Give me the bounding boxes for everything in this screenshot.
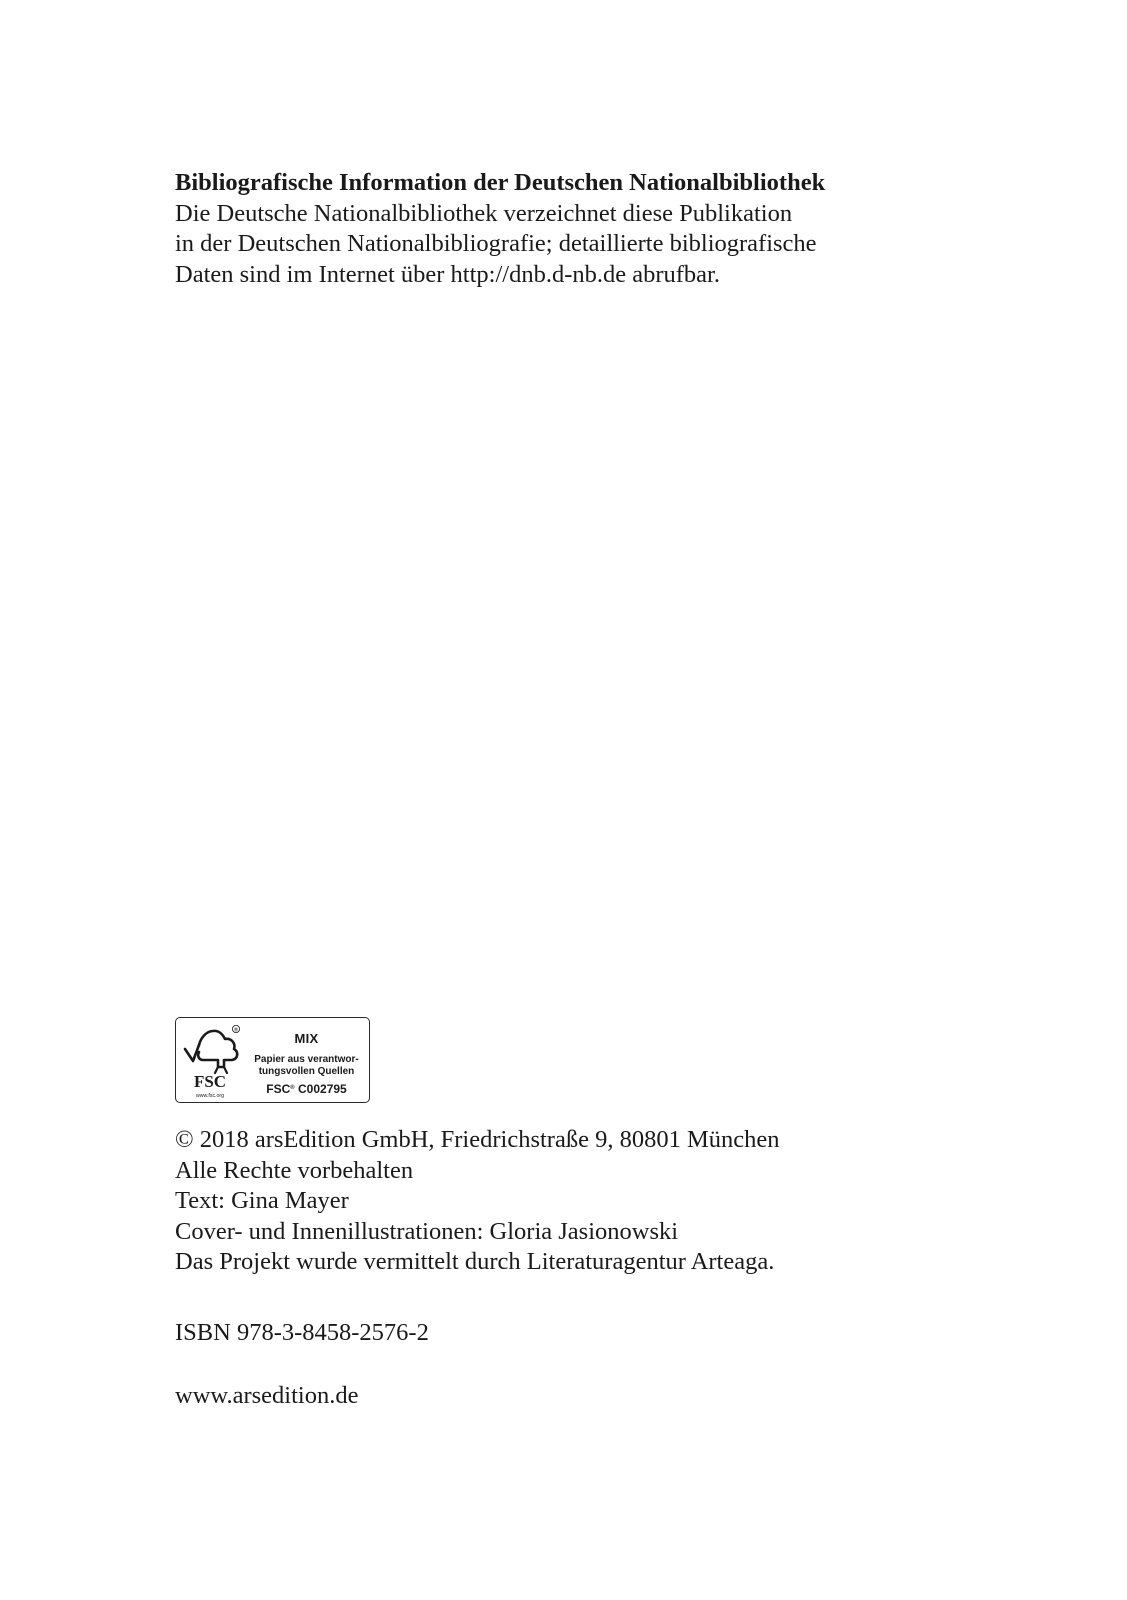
isbn <box>175 1318 429 1349</box>
fsc-license <box>248 1082 365 1096</box>
fsc-logo-text: FSC <box>193 1072 227 1091</box>
imprint <box>175 1125 779 1278</box>
fsc-claim-line-1: Papier aus verantwor- <box>254 1054 359 1065</box>
bibliographic-line-3: Daten sind im Internet über http://dnb.d-nb.de abrufbar. <box>175 260 720 288</box>
fsc-category: MIX <box>294 1031 319 1046</box>
publisher-website <box>175 1381 358 1412</box>
bibliographic-line-1: Die Deutsche Nationalbibliothek verzeichnet diese Publikation <box>175 199 793 227</box>
author-line: Text: Gina Mayer <box>175 1187 349 1214</box>
illustrator-line: Cover- und Innenillustrationen: Gloria Jasionowski <box>175 1217 679 1245</box>
bibliographic-heading: Bibliografische Information der Deutschen Nationalbibliothek <box>175 169 826 196</box>
fsc-certification-label <box>175 1017 370 1103</box>
isbn-text: ISBN 978-3-8458-2576-2 <box>175 1319 429 1346</box>
bibliographic-info <box>175 168 825 290</box>
publisher-website-text: www.arsedition.de <box>175 1382 359 1409</box>
rights-line: Alle Rechte vorbehalten <box>175 1156 414 1184</box>
agency-line: Das Projekt wurde vermittelt durch Literaturagentur Arteaga. <box>175 1248 775 1275</box>
fsc-claim-line-2: tungsvollen Quellen <box>258 1065 355 1077</box>
fsc-tree-checkmark-icon <box>179 1021 245 1101</box>
fsc-license-code: C002795 <box>298 1082 347 1096</box>
fsc-website: www.fsc.org <box>196 1093 224 1099</box>
copyright-line: © 2018 arsEdition GmbH, Friedrichstraße 9, 80801 München <box>175 1126 780 1153</box>
fsc-claim <box>248 1054 365 1077</box>
fsc-license-registered: ® <box>290 1085 295 1091</box>
fsc-registered-mark: ® <box>234 1027 238 1034</box>
bibliographic-line-2: in der Deutschen Nationalbibliografie; detaillierte bibliografische <box>175 230 817 257</box>
fsc-license-prefix: FSC <box>266 1082 291 1096</box>
